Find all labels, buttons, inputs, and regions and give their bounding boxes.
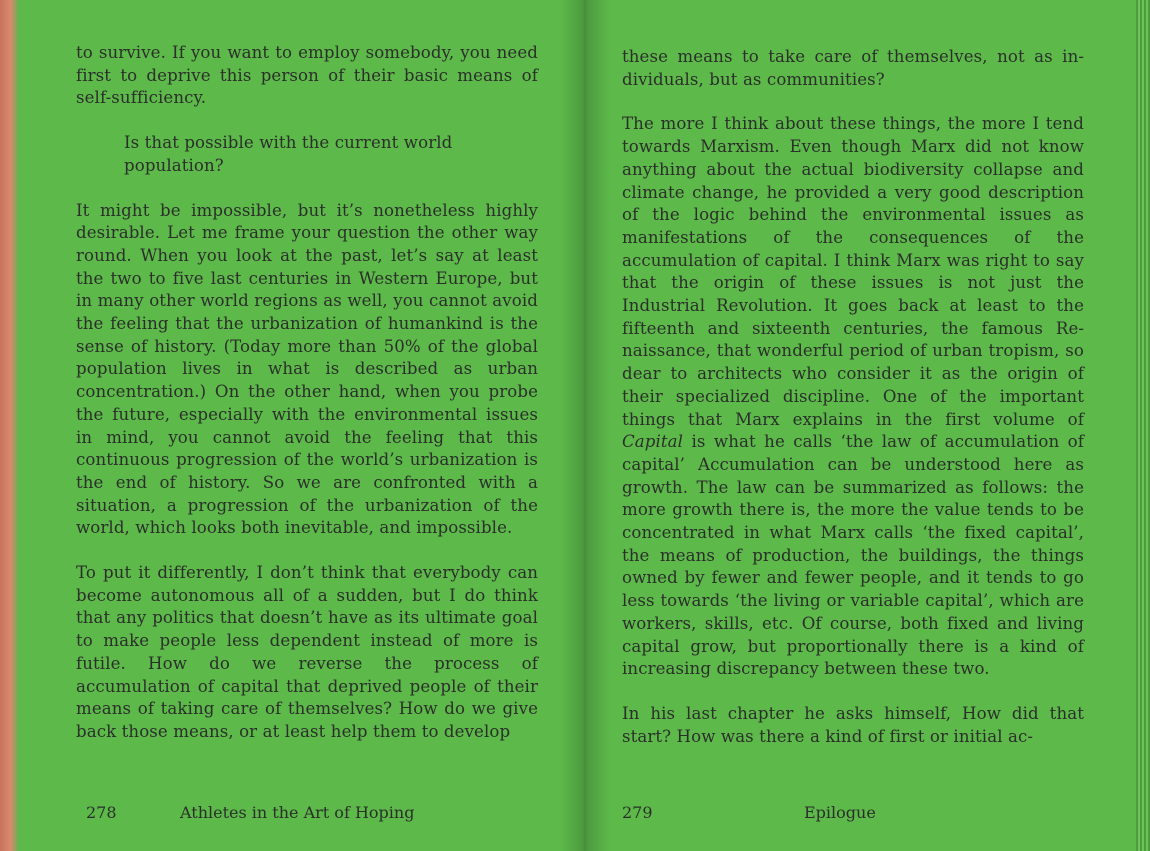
- book-fore-edge-left: [0, 0, 18, 851]
- paragraph: to survive. If you want to employ somebody, you need first to deprive this person of their basic means of self-sufficiency.: [76, 43, 538, 108]
- page-number: 278: [86, 803, 117, 822]
- right-page-body: [622, 46, 1084, 770]
- running-head: Epilogue: [804, 803, 876, 822]
- left-page-body: [76, 42, 538, 766]
- paragraph: It might be impossible, but it’s nonetheless highly desirable. Let me frame your question the other way round. When you look at the past, let’s say at least the two to five last centuries in Western Europe, but in many other world regions as well, you cannot avoid the feeling that the urbanization of humankind is the sense of history. (Today more than 50% of the global population lives in what is described as urban concentration.) On the other hand, when you probe the future, especially with the environmental issues in mind, you cannot avoid the feeling that this continuous progression of the world’s urbanization is the end of history. So we are confronted with a situation, a progression of the urbanization of the world, which looks both inevitable, and impossible.: [76, 200, 538, 538]
- paragraph-text: is what he calls ‘the law of accumulation of capital’ Accumulation can be understood here as growth. The law can be summarized as follows: the more growth there is, the more the value tends to be concentrated in what Marx calls ‘the fixed capital’, the means of production, the buildings, the things owned by fewer and fewer people, and it tends to go less towards ‘the living or variable capital’, which are workers, skills, etc. Of course, both fixed and living capital grow, but proportionally there is a kind of increasing discrepancy between these two.: [622, 432, 1084, 679]
- book-title: Capital: [622, 432, 684, 452]
- left-page: [18, 0, 560, 851]
- paragraph-text: The more I think about these things, the more I tend towards Marxism. Even though Marx did not know anything about the actual biodiversity collapse and climate change, he provided a very good description of the logic behind the environmental issues as manifestations of the consequences of the accumulation of capital. I think Marx was right to say that the origin of these issues is not just the Industrial Revolution. It goes back at least to the fifteenth and sixteenth centuries, the famous Renaissance, that wonderful period of urban tropism, so dear to architects who consider it as the origin of their specialized discipline. One of the important things that Marx explains in the first volume of: [622, 114, 1084, 429]
- page-number: 279: [622, 803, 653, 822]
- paragraph: In his last chapter he asks himself, How did that start? How was there a kind of first or initial ac-: [622, 703, 1084, 746]
- right-page: [610, 0, 1136, 851]
- paragraph: To put it differently, I don’t think that everybody can become autonomous all of a sudden, but I do think that any politics that doesn’t have as its ultimate goal to make people less dependent instead of more is futile. How do we reverse the process of accumulation of capital that deprived people of their means of taking care of themselves? How do we give back those means, or at least help them to develop: [76, 563, 538, 741]
- book-gutter: [560, 0, 610, 851]
- paragraph: [622, 113, 1084, 681]
- interview-question: Is that possible with the current world population?: [124, 133, 453, 175]
- running-head: Athletes in the Art of Hoping: [180, 803, 415, 822]
- book-fore-edge-right: [1136, 0, 1150, 851]
- paragraph: these means to take care of themselves, not as individuals, but as communities?: [622, 47, 1084, 89]
